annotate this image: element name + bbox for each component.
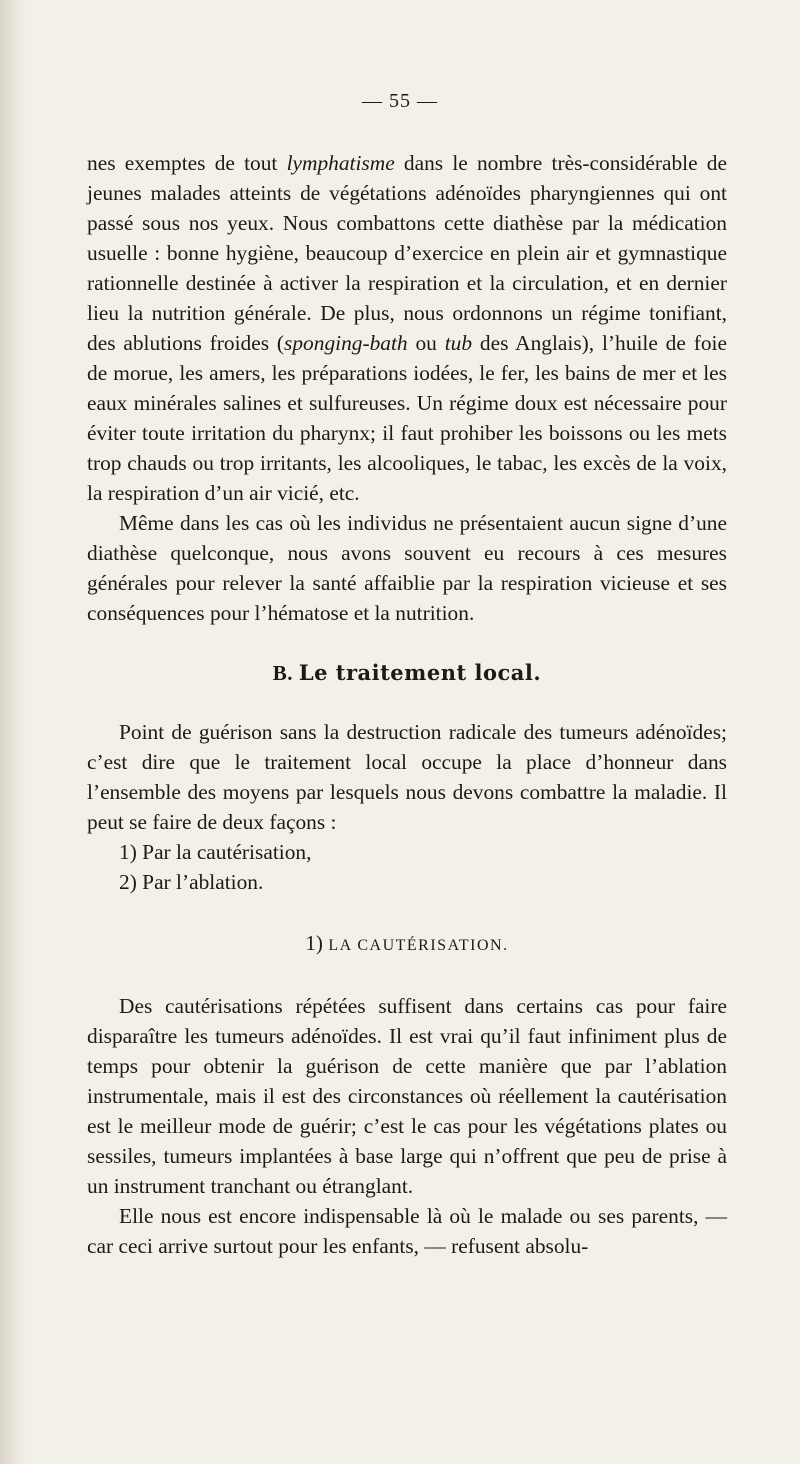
paragraph-indispensable: Elle nous est encore indispensable là où le malade ou ses parents, — car ceci arrive surtout pour les enfants, — refusent absolu-: [87, 1204, 727, 1258]
list-item-ablation: 2) Par l’ablation.: [119, 870, 264, 894]
body-text: [87, 148, 727, 1261]
section-title: Le traitement local.: [298, 660, 542, 685]
section-label: B.: [272, 661, 294, 685]
paragraph-diathesis: [87, 148, 727, 508]
subsection-heading-cauterisation: [87, 928, 727, 961]
p1-italic-tub: tub: [444, 331, 473, 355]
paragraph-local-treatment: Point de guérison sans la destruction radicale des tumeurs adénoïdes; c’est dire que le traitement local occupe la place d’honneur dans l’ensemble des moyens par lesquels nous devons combattre la maladie. Il peut se faire de deux façons :: [87, 720, 727, 834]
p1-italic-sponging-bath: sponging-bath: [284, 331, 408, 355]
p1-text-4: des Anglais), l’huile de foie de morue, les amers, les préparations iodées, le fer, les bains de mer et les eaux minérales salines et sulfureuses. Un régime doux est nécessaire pour éviter toute irritation du pharynx; il faut prohiber les boissons ou les mets trop chauds ou trop irritants, les alcooliques, le tabac, les excès de la voix, la respiration d’un air vicié, etc.: [87, 331, 727, 505]
subsection-number: 1): [305, 931, 323, 955]
paragraph-general-measures: Même dans les cas où les individus ne présentaient aucun signe d’une diathèse quelconque, nous avons souvent eu recours à ces mesures générales pour relever la santé affaiblie par la respiration vicieuse et ses conséquences pour l’hématose et la nutrition.: [87, 511, 727, 625]
p1-text-3: ou: [407, 331, 445, 355]
paragraph-repeated-cauterisations: Des cautérisations répétées suffisent dans certains cas pour faire disparaître les tumeurs adénoïdes. Il est vrai qu’il faut infiniment plus de temps pour obtenir la guérison de cette manière que par l’ablation instrumentale, mais il est des circonstances où réellement la cautérisation est le meilleur mode de guérir; c’est le cas pour les végétations plates ou sessiles, tumeurs implantées à base large qui n’offrent que peu de prise à un instrument tranchant ou étranglant.: [87, 994, 727, 1198]
p1-text-1: nes exemptes de tout: [87, 151, 287, 175]
list-item-cauterisation: 1) Par la cautérisation,: [119, 840, 312, 864]
p1-text-2: dans le nombre très-considérable de jeunes malades atteints de végétations adénoïdes pharyngiennes qui ont passé sous nos yeux. Nous combattons cette diathèse par la médication usuelle : bonne hygiène, beaucoup d’exercice en plein air et gymnastique rationnelle destinée à activer la respiration et la circulation, et en dernier lieu la nutrition générale. De plus, nous ordonnons un régime tonifiant, des ablutions froides (: [87, 151, 727, 355]
p1-italic-lymphatisme: lymphatisme: [286, 151, 395, 175]
page-number: — 55 —: [362, 90, 438, 112]
subsection-title: LA CAUTÉRISATION.: [328, 937, 509, 954]
binding-shadow: [0, 0, 28, 1464]
section-heading-local-treatment: [87, 658, 727, 688]
